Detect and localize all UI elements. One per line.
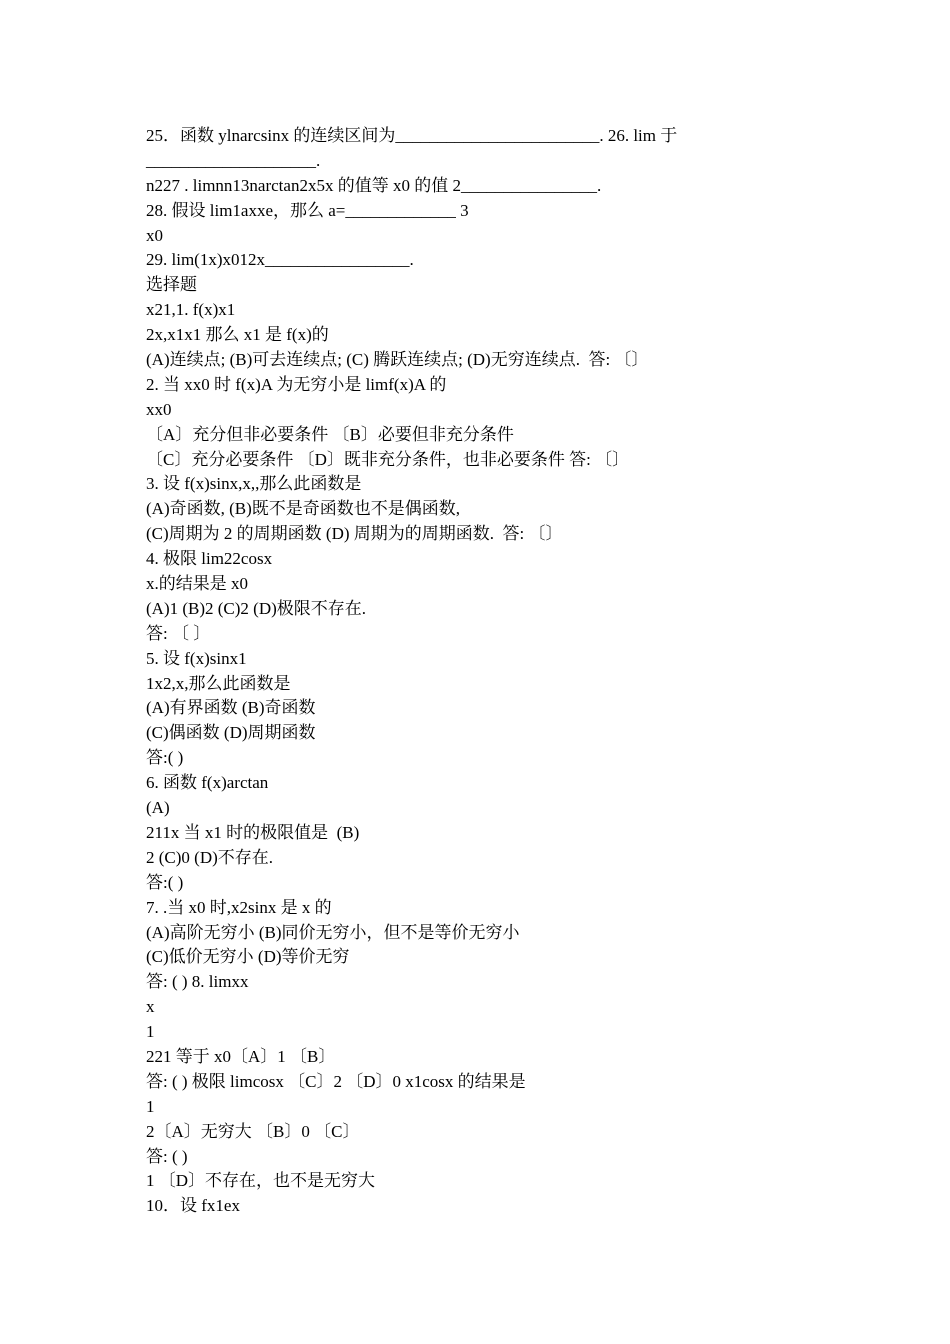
text-line: 答:( ) [146,872,184,892]
text-line: 〔A〕充分但非必要条件 〔B〕必要但非充分条件 [146,424,514,444]
text-line: x21,1. f(x)x1 [146,300,236,320]
text-line: 1 〔D〕不存在，也不是无穷大 [146,1171,376,1191]
text-line: 221 等于 x0〔A〕1 〔B〕 [146,1046,336,1066]
text-line: 答: ( ) 极限 limcosx 〔C〕2 〔D〕0 x1cosx 的结果是 [146,1071,526,1091]
text-line: 6. 函数 f(x)arctan [146,773,269,793]
text-line: 7. .当 x0 时,x2sinx 是 x 的 [146,897,332,917]
text-line: 25．函数 ylnarcsinx 的连续区间为________________________. 26. lim 于 [146,126,678,145]
text-line: (C)偶函数 (D)周期函数 [146,723,316,743]
text-line: 1 [146,1022,155,1042]
text-line: 5. 设 f(x)sinx1 [146,648,247,668]
section-heading: 选择题 [146,275,197,295]
text-line: 1x2,x,那么此函数是 [146,673,291,693]
text-line: 2x,x1x1 那么 x1 是 f(x)的 [146,325,329,345]
text-line: 28. 假设 lim1axxe，那么 a=_____________ 3 [146,200,469,220]
text-line: (C)低价无穷小 (D)等价无穷 [146,947,350,967]
text-line: 2 (C)0 (D)不存在. [146,847,274,867]
text-line: (A)有界函数 (B)奇函数 [146,698,316,718]
text-line: xx0 [146,399,172,419]
text-line: (C)周期为 2 的周期函数 (D) 周期为的周期函数. 答: 〔〕 [146,524,563,544]
text-line: x [146,997,155,1017]
text-line: x0 [146,225,163,245]
text-line: x.的结果是 x0 [146,574,248,594]
text-line: n227 . limnn13narctan2x5x 的值等 x0 的值 2________________. [146,175,602,195]
text-line: 2. 当 xx0 时 f(x)A 为无穷小是 limf(x)A 的 [146,374,447,394]
text-line: 1 [146,1096,155,1116]
text-line: (A)奇函数, (B)既不是奇函数也不是偶函数, [146,499,461,519]
text-line: (A) [146,798,170,818]
text-line: 答:( ) [146,748,184,768]
text-line: (A)连续点; (B)可去连续点; (C) 腾跃连续点; (D)无穷连续点. 答: 〔〕 [146,350,649,370]
text-line: 〔C〕充分必要条件 〔D〕既非充分条件，也非必要条件 答: 〔〕 [146,449,630,469]
text-line: 答: 〔 〕 [146,623,211,643]
text-line: (A)高阶无穷小 (B)同价无穷小，但不是等价无穷小 [146,922,520,942]
document-page [146,124,826,1219]
text-line: (A)1 (B)2 (C)2 (D)极限不存在. [146,598,367,618]
text-line: 4. 极限 lim22cosx [146,549,273,569]
text-line: 10．设 fx1ex [146,1196,240,1216]
text-line: ____________________. [146,150,321,170]
text-line: 答: ( ) [146,1146,188,1166]
text-line: 2〔A〕无穷大 〔B〕0 〔C〕 [146,1121,360,1141]
text-line: 29. lim(1x)x012x_________________. [146,250,414,270]
text-line: 211x 当 x1 时的极限值是 (B) [146,822,360,842]
text-line: 答: ( ) 8. limxx [146,972,249,992]
text-line: 3. 设 f(x)sinx,x,,那么此函数是 [146,474,362,494]
